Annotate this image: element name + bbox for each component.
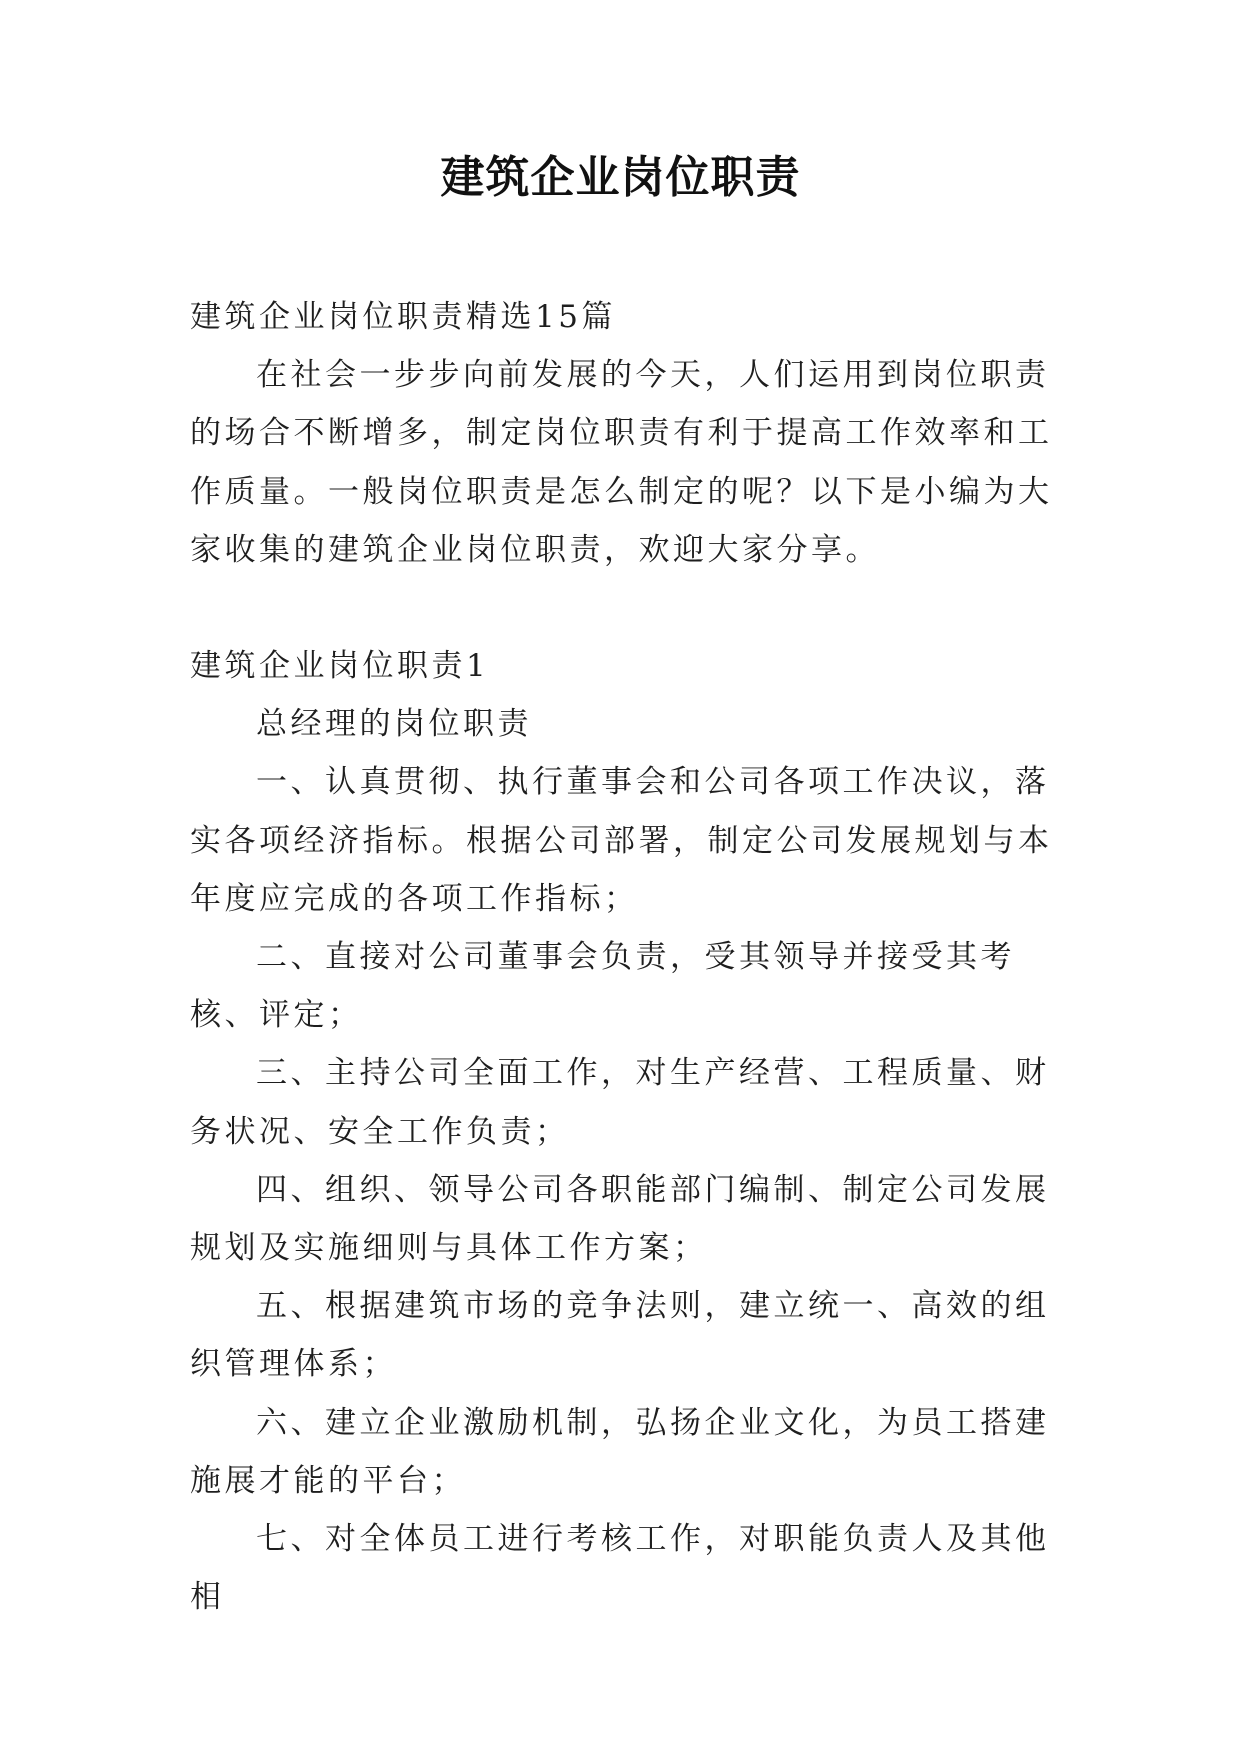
duty-item-4: 四、组织、领导公司各职能部门编制、制定公司发展规划及实施细则与具体工作方案； (190, 1171, 1050, 1267)
document-title: 建筑企业岗位职责 (440, 152, 801, 203)
subtitle: 建筑企业岗位职责精选15篇 (190, 299, 616, 335)
role-heading: 总经理的岗位职责 (256, 706, 532, 743)
duty-item-6: 六、建立企业激励机制，弘扬企业文化，为员工搭建施展才能的平台； (190, 1404, 1050, 1499)
duty-item-1: 一、认真贯彻、执行董事会和公司各项工作决议，落实各项经济指标。根据公司部署，制定公司发展规划与本年度应完成的各项工作指标； (190, 764, 1053, 917)
intro-paragraph: 在社会一步步向前发展的今天，人们运用到岗位职责的场合不断增多，制定岗位职责有利于提高工作效率和工作质量。一般岗位职责是怎么制定的呢？以下是小编为大家收集的建筑企业岗位职责，欢迎大家分享。 (190, 357, 1053, 568)
paragraph-spacer (190, 579, 1060, 637)
duty-item-5: 五、根据建筑市场的竞争法则，建立统一、高效的组织管理体系； (190, 1288, 1050, 1383)
document-body (190, 288, 1060, 1626)
duty-item-2: 二、直接对公司董事会负责，受其领导并接受其考核、评定； (190, 939, 1015, 1034)
section-heading: 建筑企业岗位职责1 (190, 648, 490, 685)
duty-item-3: 三、主持公司全面工作，对生产经营、工程质量、财务状况、安全工作负责； (190, 1055, 1050, 1150)
duty-item-7: 七、对全体员工进行考核工作，对职能负责人及其他相 (190, 1521, 1050, 1616)
